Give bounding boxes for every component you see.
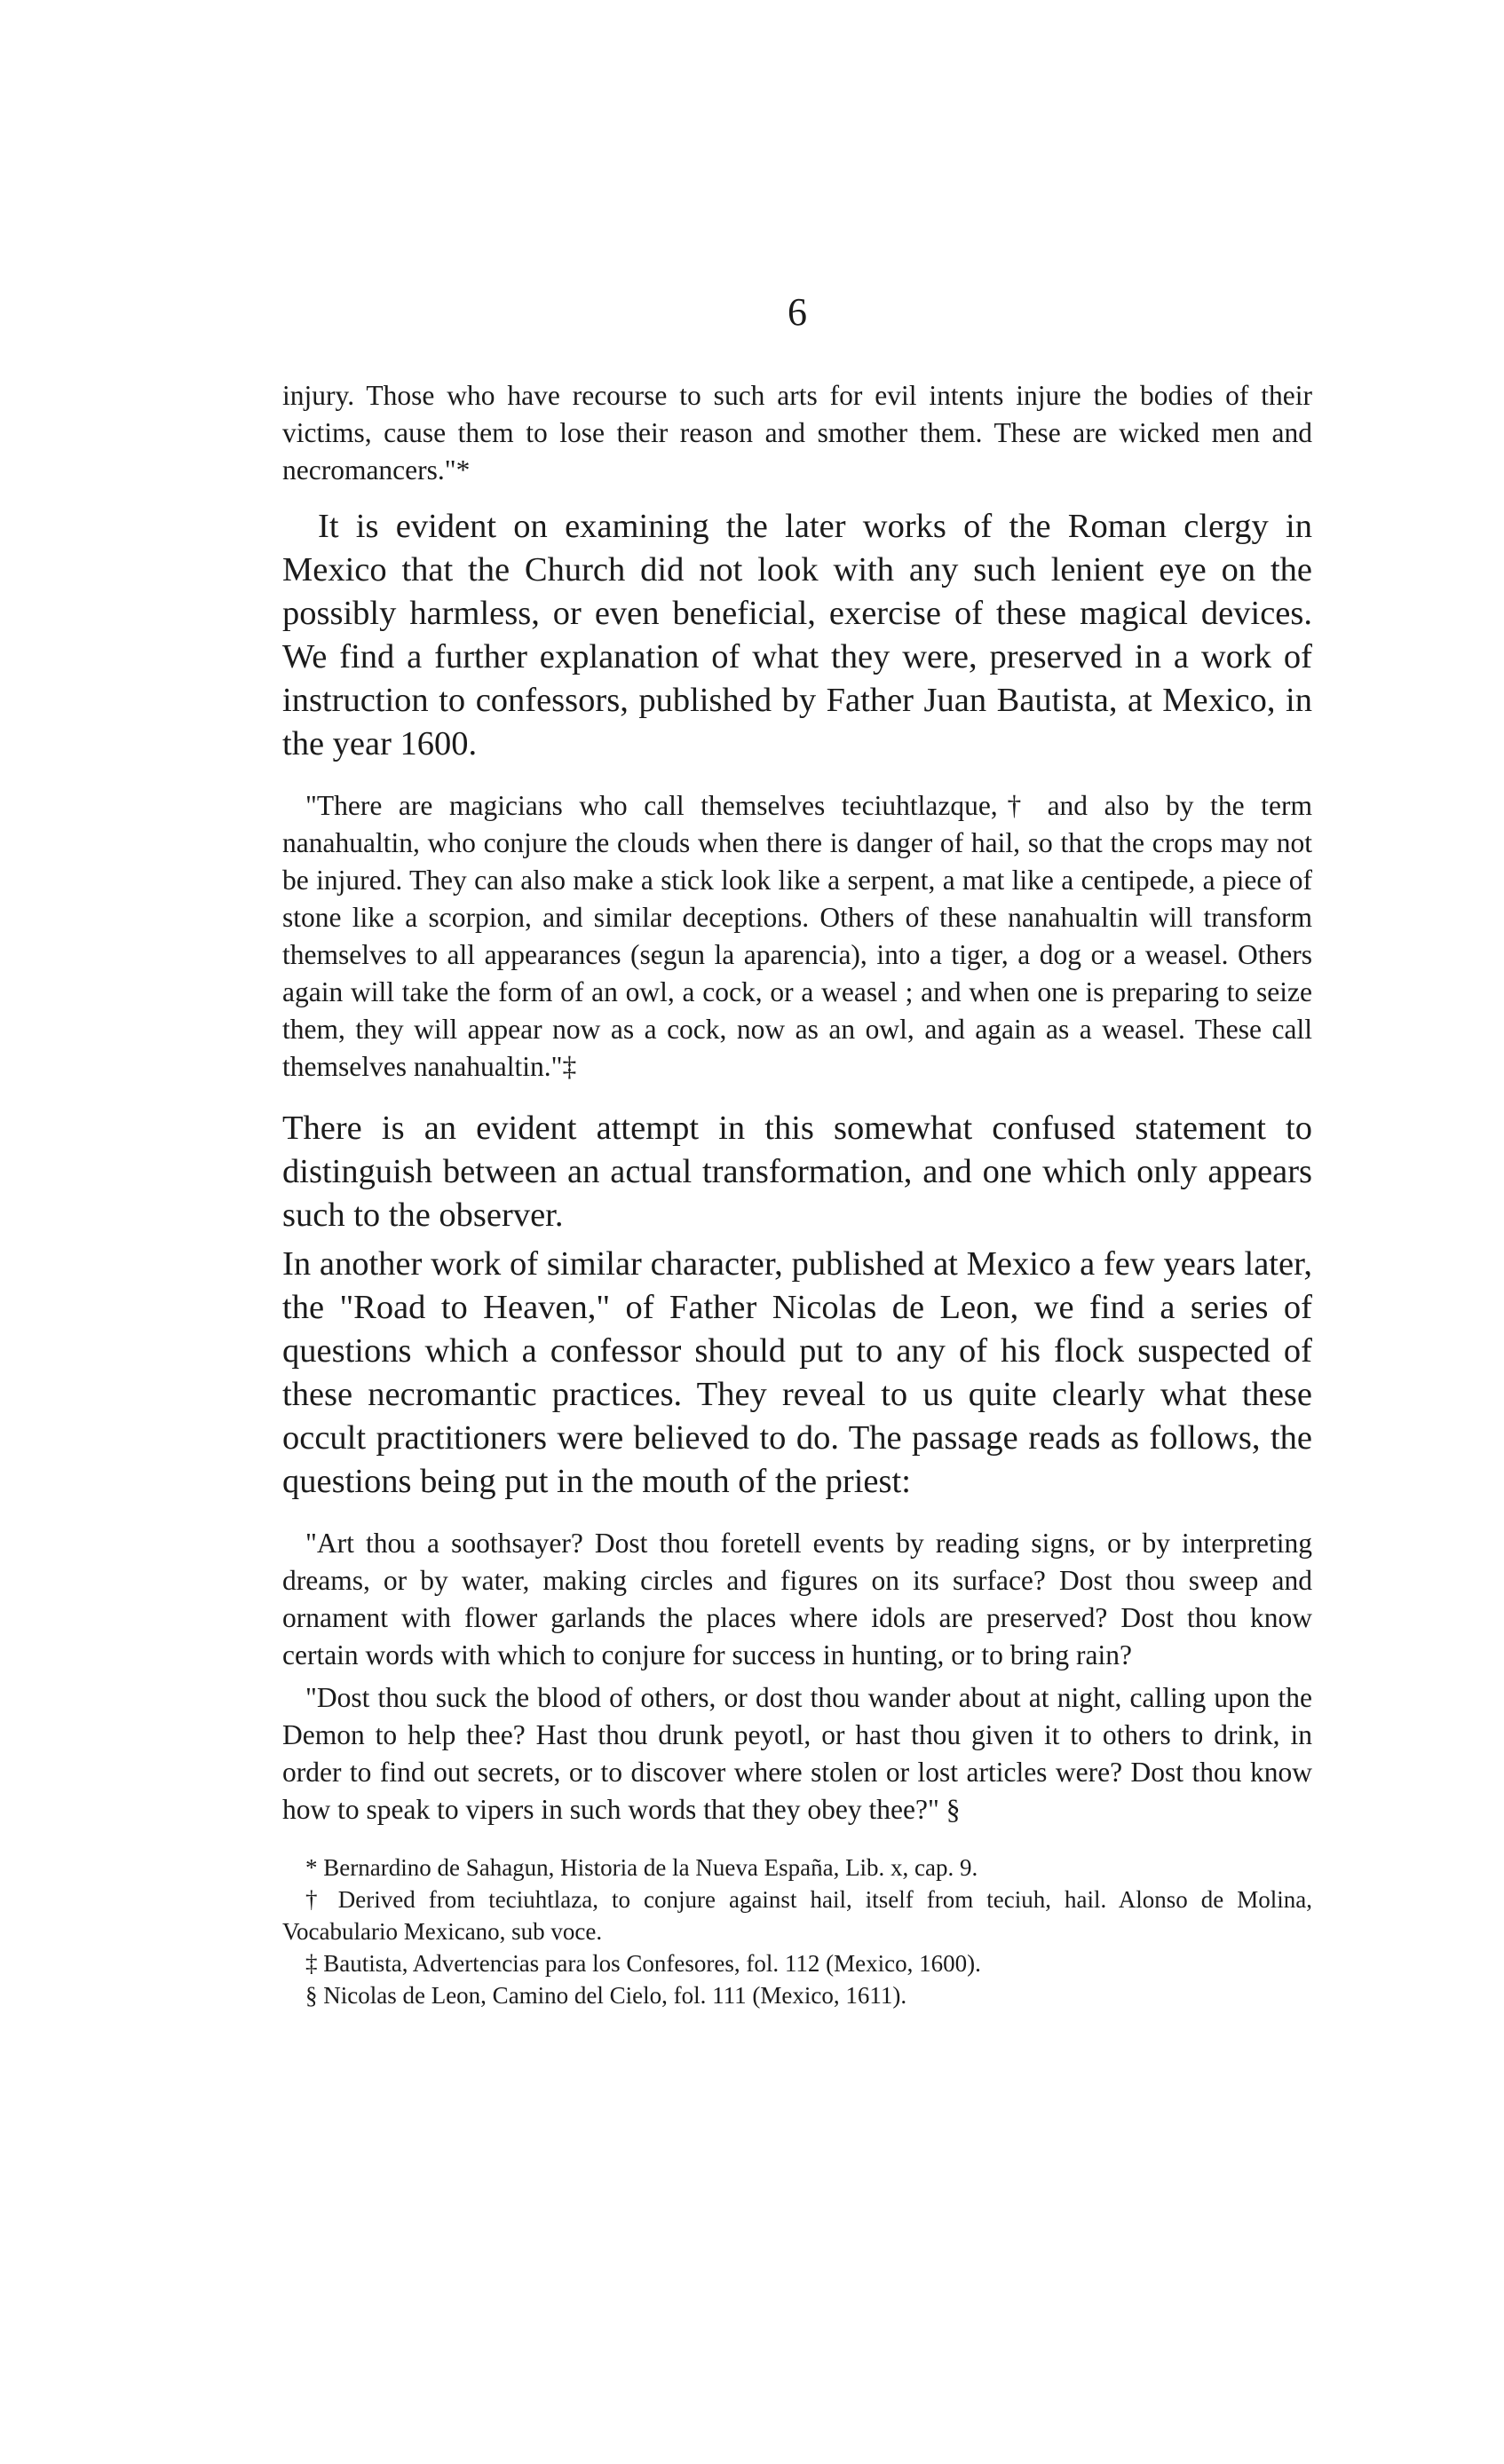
paragraph-road-to-heaven: In another work of similar character, published at Mexico a few years later, the "Road to Heaven," of Father Nicolas de Leon, we find a series of questions which a confessor should put to any of his flock suspected of these necromantic practices. They reveal to us quite clearly what these occult practitioners were believed to do. The passage reads as follows, the questions being put in the mouth of the priest: bbox=[282, 1245, 1312, 1500]
quote-questions-2: "Dost thou suck the blood of others, or dost thou wander about at night, calling upon the Demon to help thee? Hast thou drunk peyotl, or hast thou given it to others to drink, in order to find out secrets, or to discover where stolen or lost articles were? Dost thou know how to speak to vipers in such words that they obey thee?" § bbox=[282, 1682, 1312, 1825]
paragraph-roman-clergy: It is evident on examining the later works of the Roman clergy in Mexico that the Church did not look with any such lenient eye on the possibly harmless, or even beneficial, exercise of these magical devices. We find a further explanation of what they were, preserved in a work of instruction to confessors, published by Father Juan Bautista, at Mexico, in the year 1600. bbox=[282, 508, 1312, 762]
quote-questions-1: "Art thou a soothsayer? Dost thou foretell events by reading signs, or by interpreting dreams, or by water, making circles and figures on its surface? Dost thou sweep and ornament with flower garlands the places where idols are preserved? Dost thou know certain words with which to conjure for success in hunting, or to bring rain? bbox=[282, 1528, 1312, 1670]
footnote: § Nicolas de Leon, Camino del Cielo, fol. 111 (Mexico, 1611). bbox=[305, 1982, 907, 2009]
footnote: ‡ Bautista, Advertencias para los Confesores, fol. 112 (Mexico, 1600). bbox=[305, 1950, 981, 1977]
footnote: † Derived from teciuhtlaza, to conjure against hail, itself from teciuh, hail. Alonso de Molina, Vocabulario Mexicano, sub voce. bbox=[282, 1886, 1312, 1945]
page-number: 6 bbox=[788, 290, 807, 334]
quote-continuation: injury. Those who have recourse to such arts for evil intents injure the bodies of their victims, cause them to lose their reason and smother them. These are wicked men and necromancers."* bbox=[282, 380, 1312, 486]
footnote: * Bernardino de Sahagun, Historia de la Nueva España, Lib. x, cap. 9. bbox=[305, 1854, 978, 1881]
footnotes bbox=[282, 1852, 1312, 2011]
page-body bbox=[282, 377, 1312, 2011]
paragraph-transformation: There is an evident attempt in this somewhat confused statement to distinguish between an actual transformation, and one which only appears such to the observer. bbox=[282, 1110, 1312, 1234]
quote-bautista: "There are magicians who call themselves teciuhtlazque,† and also by the term nanahualtin, who conjure the clouds when there is danger of hail, so that the crops may not be injured. They can also make a stick look like a serpent, a mat like a centipede, a piece of stone like a scorpion, and similar deceptions. Others of these nanahualtin will transform themselves to all appearances (segun la aparencia), into a tiger, a dog or a weasel. Others again will take the form of an owl, a cock, or a weasel ; and when one is preparing to seize them, they will appear now as a cock, now as an owl, and again as a weasel. These call themselves nanahualtin."‡ bbox=[282, 790, 1312, 1082]
